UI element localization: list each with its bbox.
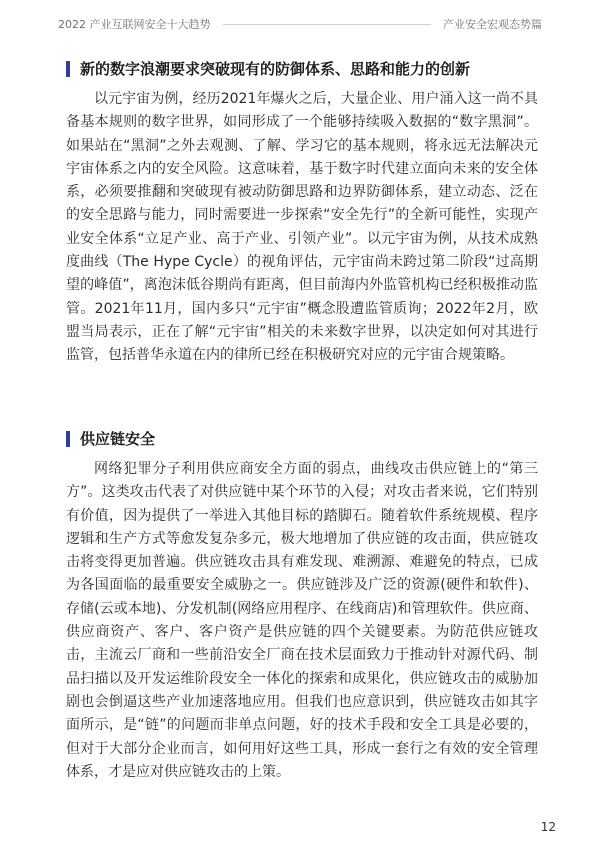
section-heading-text: 新的数字浪潮要求突破现有的防御体系、思路和能力的创新 [80, 60, 471, 78]
section-heading [66, 428, 155, 449]
header-divider [223, 24, 432, 25]
section-heading-text: 供应链安全 [80, 430, 156, 448]
heading-accent-bar [66, 431, 70, 447]
section-paragraph: 网络犯罪分子利用供应商安全方面的弱点，曲线攻击供应链上的“第三方”。这类攻击代表了对供应链中某个环节的入侵；对攻击者来说，它们特别有价值，因为提供了一举进入其他目标的踏脚石。随着软件系统规模、程序逻辑和生产方式等愈发复杂多元，极大地增加了供应链的攻击面，供应链攻击将变得更加普遍。供应链攻击具有难发现、难溯源、难避免的特点，已成为各国面临的最重要安全威胁之一。供应链涉及广泛的资源(硬件和软件)、存储(云或本地)、分发机制(网络应用程序、在线商店)和管理软件。供应商、供应商资产、客户、客户资产是供应链的四个关键要素。为防范供应链攻击，主流云厂商和一些前沿安全厂商在技术层面致力于推动针对源代码、制品扫描以及开发运维阶段安全一体化的探索和成果化，供应链攻击的威胁加剧也会倒逼这些产业加速落地应用。但我们也应意识到，供应链攻击如其字面所示，是“链”的问题而非单点问题，好的技术手段和安全工具是必要的，但对于大部分企业而言，如何用好这些工具，形成一套行之有效的安全管理体系，才是应对供应链攻击的上策。 [66, 461, 538, 780]
header-left-title: 2022 产业互联网安全十大趋势 [58, 18, 211, 31]
heading-accent-bar [66, 61, 70, 77]
section-heading [66, 58, 470, 79]
section-paragraph: 以元宇宙为例，经历2021年爆火之后，大量企业、用户涌入这一尚不具备基本规则的数字世界，如同形成了一个能够持续吸入数据的“数字黑洞”。如果站在“黑洞”之外去观测、了解、学习它的基本规则，将永远无法解决元宇宙体系之内的安全风险。这意味着，基于数字时代建立面向未来的安全体系，必须要推翻和突破现有被动防御思路和边界防御体系，建立动态、泛在的安全思路与能力，同时需要进一步探索“安全先行”的全新可能性，实现产业安全体系“立足产业、高于产业、引领产业”。以元宇宙为例，从技术成熟度曲线（The Hype Cycle）的视角评估，元宇宙尚未跨过第二阶段“过高期望的峰值”，离泡沫低谷期尚有距离，但目前海内外监管机构已经积极推动监管。2021年11月，国内多只“元宇宙”概念股遭监管质询；2022年2月，欧盟当局表示，正在了解“元宇宙”相关的未来数字世界，以决定如何对其进行监管，包括普华永道在内的律所已经在积极研究对应的元宇宙合规策略。 [66, 91, 538, 364]
header-right-title: 产业安全宏观态势篇 [443, 18, 542, 31]
page-header [58, 14, 542, 34]
page-number: 12 [540, 820, 556, 834]
